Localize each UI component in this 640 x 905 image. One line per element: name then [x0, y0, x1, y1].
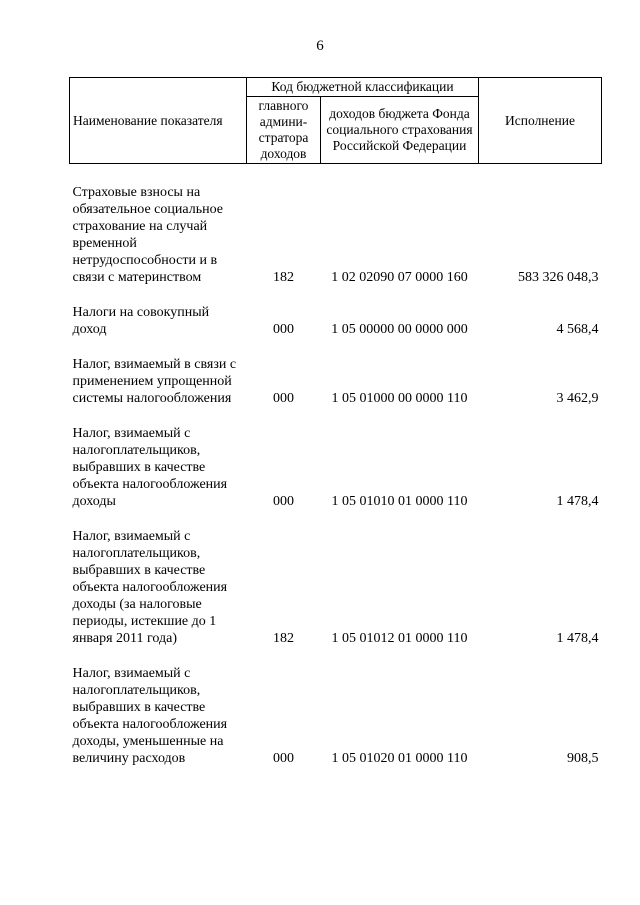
row-name: Налог, взимаемый с налогоплательщиков, выбравших в качестве объекта налогообложения доходы, уменьшенные на величину расходов	[72, 666, 228, 766]
header-indicator-name: Наименование показателя	[70, 78, 247, 164]
row-budget-code: 1 05 01020 01 0000 110	[331, 751, 468, 766]
row-admin-code: 182	[273, 270, 294, 285]
page-number: 6	[316, 38, 324, 54]
header-admin-code: главного админи-стратора доходов	[247, 97, 321, 164]
row-name: Страховые взносы на обязательное социальное страхование на случай временной нетрудоспособности и в связи с материнством	[72, 185, 223, 285]
row-name: Налог, взимаемый с налогоплательщиков, выбравших в качестве объекта налогообложения доходы	[72, 426, 228, 509]
row-amount: 1 478,4	[556, 494, 599, 509]
row-amount: 1 478,4	[556, 631, 599, 646]
row-budget-code: 1 05 01010 01 0000 110	[331, 494, 468, 509]
table-row	[70, 510, 602, 647]
header-execution: Исполнение	[479, 78, 602, 164]
row-admin-code: 000	[273, 391, 294, 406]
budget-execution-table	[69, 77, 602, 767]
row-name: Налоги на совокупный доход	[72, 305, 210, 337]
row-budget-code: 1 02 02090 07 0000 160	[331, 270, 468, 285]
row-admin-code: 182	[273, 631, 294, 646]
row-budget-code: 1 05 00000 00 0000 000	[331, 322, 468, 337]
row-budget-code: 1 05 01000 00 0000 110	[331, 391, 468, 406]
header-income-code: доходов бюджета Фонда социального страхования Российской Федерации	[321, 97, 479, 164]
row-budget-code: 1 05 01012 01 0000 110	[331, 631, 468, 646]
row-name: Налог, взимаемый с налогоплательщиков, выбравших в качестве объекта налогообложения доходы (за налоговые периоды, истекшие до 1 января 2011 года)	[72, 529, 228, 646]
header-budget-code-group: Код бюджетной классификации	[247, 78, 479, 97]
row-admin-code: 000	[273, 494, 294, 509]
row-admin-code: 000	[273, 322, 294, 337]
row-amount: 908,5	[567, 751, 599, 766]
table-row	[70, 407, 602, 510]
row-amount: 3 462,9	[556, 391, 599, 406]
table-row	[70, 286, 602, 338]
row-amount: 4 568,4	[556, 322, 599, 337]
table-row	[70, 338, 602, 407]
row-admin-code: 000	[273, 751, 294, 766]
row-amount: 583 326 048,3	[518, 270, 599, 285]
table-row	[70, 164, 602, 287]
row-name: Налог, взимаемый в связи с применением упрощенной системы налогообложения	[72, 357, 237, 406]
table-row	[70, 647, 602, 767]
